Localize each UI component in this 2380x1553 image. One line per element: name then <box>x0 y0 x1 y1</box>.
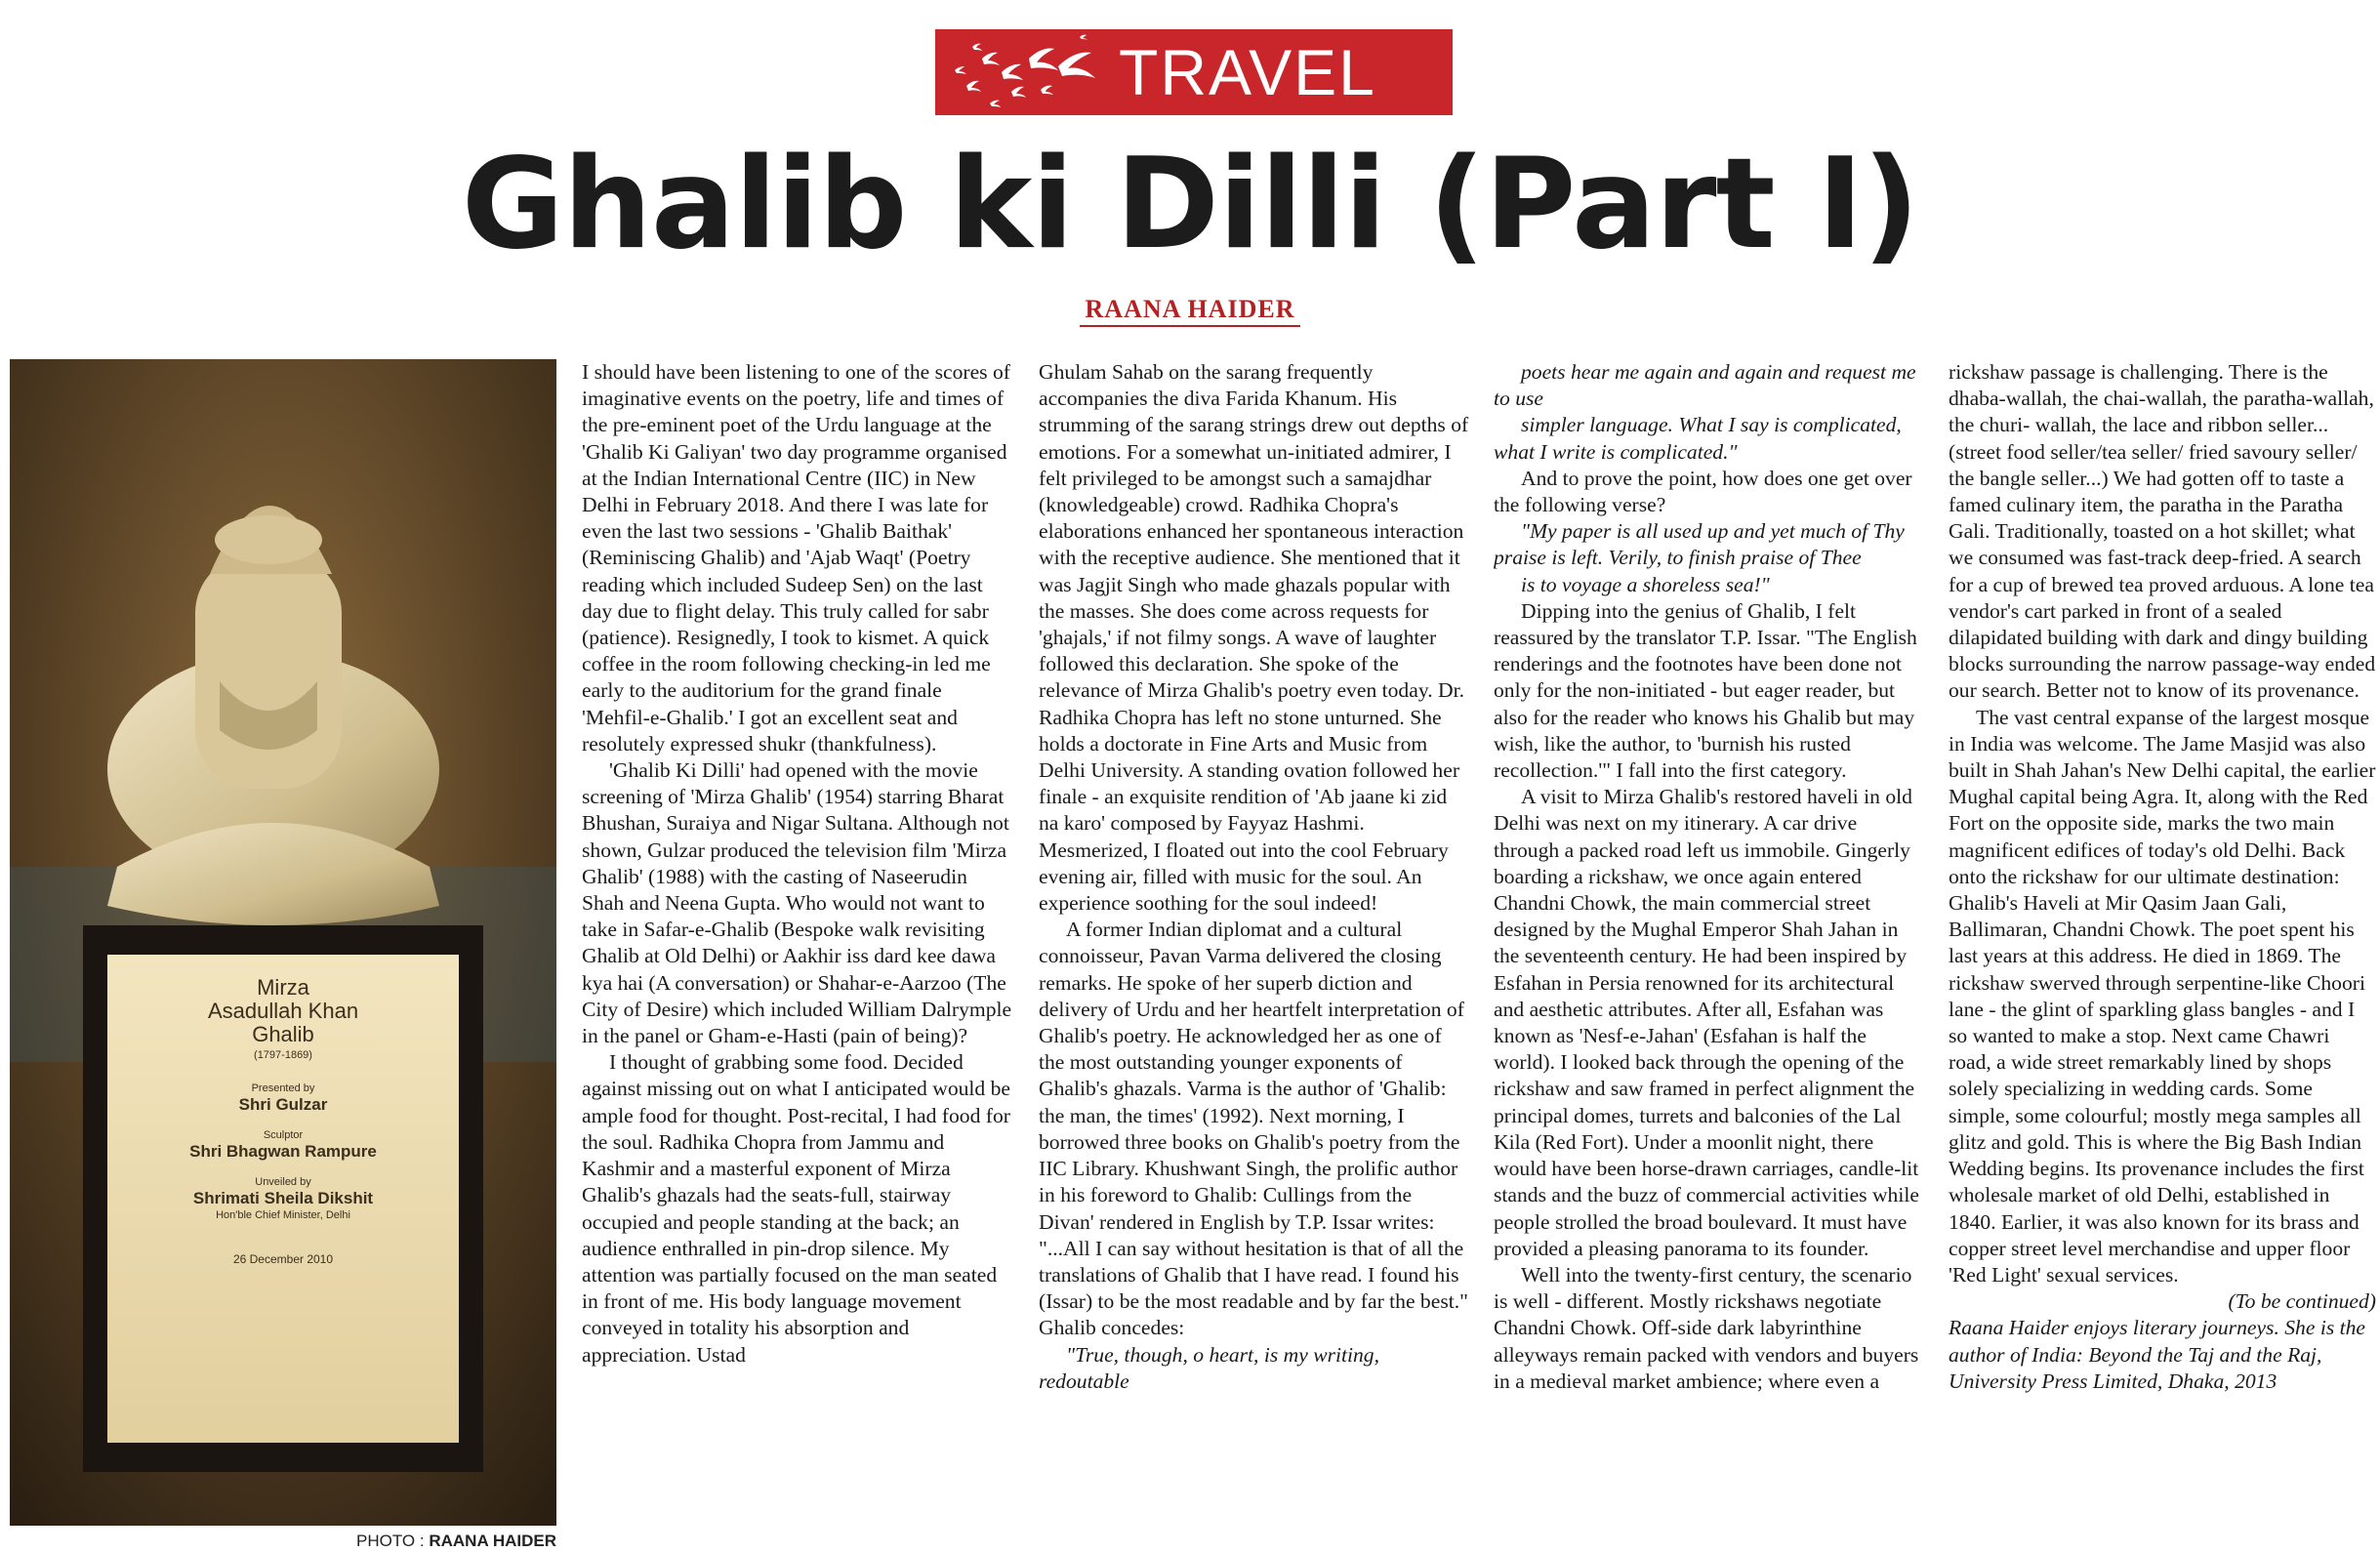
plaque-line: Sculptor <box>263 1129 304 1141</box>
plaque-line: Unveiled by <box>255 1176 311 1188</box>
plaque-line: Mirza <box>257 975 309 1000</box>
plaque-line: (1797-1869) <box>254 1049 312 1061</box>
paragraph: rickshaw passage is challenging. There is the dhaba-wallah, the chai-wallah, the paratha-wallah, the churi- wallah, the lace and ribbon seller... (street food seller/tea seller/ fried savoury seller/ the bangle seller...) We had gotten off to taste a famed culinary item, the paratha in the Paratha Gali. Traditionally, toasted on a hot skillet; what we consumed was fast-track deep-fried. A search for a cup of brewed tea proved arduous. A lone tea vendor's cart parked in front of a sealed dilapidated building with dark and dingy building blocks surrounding the narrow passage-way ended our search. Better not to know of its provenance. <box>1949 360 2376 703</box>
paragraph: A former Indian diplomat and a cultural connoisseur, Pavan Varma delivered the closing remarks. He spoke of her superb diction and delivery of Urdu and her heartfelt interpretation of Ghalib's poetry. He acknowledged her as one of the most outstanding younger exponents of Ghalib's ghazals. Varma is the author of 'Ghalib: the man, the times' (1992). Next morning, I borrowed three books on Ghalib's poetry from the IIC Library. Khushwant Singh, the prolific author in his foreword to Ghalib: Cullings from the Divan' rendered in English by T.P. Issar writes: "...All I can say without hesitation is that of all the translations of Ghalib that I have read. I found his (Issar) to be the most readable and by far the best." Ghalib concedes: <box>1039 918 1468 1340</box>
flying-birds-icon <box>943 29 1109 115</box>
plaque-line: Hon'ble Chief Minister, Delhi <box>216 1209 350 1221</box>
plaque-line: Shri Gulzar <box>238 1095 328 1114</box>
paragraph: Ghulam Sahab on the sarang frequently accompanies the diva Farida Khanum. His strumming of the sarang strings drew out depths of emotions. For a somewhat un-initiated admirer, I felt privileged to be amongst such a samajdhar (knowledgeable) crowd. Radhika Chopra's elaborations enhanced her spontaneous interaction with the receptive audience. She mentioned that it was Jagjit Singh who made ghazals popular with the masses. She does come across requests for 'ghajals,' if not filmy songs. A wave of laughter followed this declaration. She spoke of the relevance of Mirza Ghalib's poetry even today. Dr. Radhika Chopra has left no stone unturned. She holds a doctorate in Fine Arts and Music from Delhi University. A standing ovation followed her finale - an exquisite rendition of 'Ab jaane ki zid na karo' composed by Fayyaz Hashmi. Mesmerized, I floated out into the cool February evening air, filled with music for the soul. An experience soothing for the soul indeed! <box>1039 360 1469 916</box>
paragraph: Well into the twenty-first century, the scenario is well - different. Mostly rickshaws negotiate Chandni Chowk. Off-side dark labyrinthine alleyways remain packed with vendors and buyers in a medieval market ambience; where even a <box>1494 1262 1919 1393</box>
ghalib-bust-photo <box>10 359 556 1526</box>
paragraph: 'Ghalib Ki Dilli' had opened with the movie screening of 'Mirza Ghalib' (1954) starring Bharat Bhushan, Suraiya and Nigar Sultana. Although not shown, Gulzar produced the television film 'Mirza Ghalib' (1988) with the casting of Naseerudin Shah and Neena Gupta. Who would not want to take in Safar-e-Ghalib (Bespoke walk revisiting Ghalib at Old Delhi) or Aakhir iss dard kee dawa kya hai (A conversation) or Shahar-e-Aarzoo (The City of Desire) which included William Dalrymple in the panel or Gham-e-Hasti (pain of being)? <box>582 758 1012 1048</box>
author-bio: Raana Haider enjoys literary journeys. She is the author of India: Beyond the Taj and the Raj, University Press Limited, Dhaka, 2013 <box>1949 1316 2366 1393</box>
paragraph: I should have been listening to one of the scores of imaginative events on the poetry, life and times of the pre-eminent poet of the Urdu language at the 'Ghalib Ki Galiyan' two day programme organised at the Indian International Centre (IIC) in New Delhi in February 2018. And there I was late for even the last two sessions - 'Ghalib Baithak' (Reminiscing Ghalib) and 'Ajab Waqt' (Poetry reading which included Sudeep Sen) on the last day due to flight delay. This truly called for sabr (patience). Resignedly, I took to kismet. A quick coffee in the room following checking-in led me early to the auditorium for the grand finale 'Mehfil-e-Ghalib.' I got an excellent seat and resolutely expressed shukr (thankfulness). <box>582 360 1010 756</box>
plaque-line: Shrimati Sheila Dikshit <box>192 1189 374 1207</box>
verse-quote: "True, though, o heart, is my writing, redoutable <box>1039 1342 1379 1393</box>
article-column-2 <box>1039 359 1470 1545</box>
paragraph: I thought of grabbing some food. Decided against missing out on what I anticipated would be ample food for thought. Post-recital, I had food for the soul. Radhika Chopra from Jammu and Kashmir and a masterful exponent of Mirza Ghalib's ghazals had the seats-full, stairway occupied and people standing at the back; an audience enthralled in pin-drop silence. My attention was partially focused on the man seated in front of me. His body language movement conveyed in totality his absorption and appreciation. Ustad <box>582 1050 1010 1367</box>
continued-note: (To be continued) <box>2228 1289 2376 1314</box>
bust-plaque <box>107 976 459 1267</box>
verse-quote: simpler language. What I say is complicated, what I write is complicated." <box>1494 413 1902 464</box>
author-name: RAANA HAIDER <box>1080 295 1301 327</box>
verse-quote: is to voyage a shoreless sea!" <box>1521 572 1770 596</box>
plaque-line: Asadullah Khan <box>207 999 359 1023</box>
verse-quote: poets hear me again and again and request me to use <box>1494 360 1916 411</box>
plaque-line: Shri Bhagwan Rampure <box>189 1142 377 1161</box>
paragraph: Dipping into the genius of Ghalib, I felt reassured by the translator T.P. Issar. "The English renderings and the footnotes have been done not only for the non-initiated - but eager reader, but also for the reader who knows his Ghalib but may wish, like the author, to 'burnish his rusted recollection.'" I fall into the first category. <box>1494 598 1917 783</box>
photo-credit <box>293 1532 556 1551</box>
paragraph: The vast central expanse of the largest mosque in India was welcome. The Jame Masjid was also built in Shah Jahan's New Delhi capital, the earlier Mughal capital being Agra. It, along with the Red Fort on the opposite side, marks the two main magnificent edifices of today's old Delhi. Back onto the rickshaw for our ultimate destination: Ghalib's Haveli at Mir Qasim Jaan Gali, Ballimaran, Chandni Chowk. The poet spent his last years at this address. He died in 1869. The rickshaw swerved through serpentine-like Choori lane - the glint of sparkling glass bangles - and I so wanted to make a stop. Next came Chawri road, a wide street remarkably lined by shops solely specializing in wedding cards. Some simple, some colourful; mostly mega samples all glitz and gold. This is where the Big Bash Indian Wedding begins. Its provenance includes the first wholesale market of old Delhi, established in 1840. Earlier, it was also known for its brass and copper street level merchandise and upper floor 'Red Light' sexual services. <box>1949 705 2376 1287</box>
plaque-line: 26 December 2010 <box>232 1252 334 1266</box>
article-column-1 <box>582 359 1013 1545</box>
plaque-line: Ghalib <box>252 1022 314 1046</box>
paragraph: And to prove the point, how does one get over the following verse? <box>1494 466 1912 517</box>
byline <box>0 295 2380 324</box>
verse-quote: "My paper is all used up and yet much of Thy praise is left. Verily, to finish praise of Thee <box>1494 519 1905 570</box>
plaque-line: Presented by <box>251 1083 315 1094</box>
photo-credit-label: PHOTO : <box>356 1532 425 1550</box>
section-banner <box>935 29 1453 115</box>
article-column-4 <box>1949 359 2376 1545</box>
paragraph: A visit to Mirza Ghalib's restored haveli in old Delhi was next on my itinerary. A car drive through a packed road left us immobile. Gingerly boarding a rickshaw, we once again entered Chandni Chowk, the main commercial street designed by the Mughal Emperor Shah Jahan in the seventeenth century. He had been inspired by Esfahan in Persia renowned for its architectural and aesthetic attributes. After all, Esfahan was known as 'Nesf-e-Jahan' (Esfahan is half the world). I looked back through the opening of the rickshaw and saw framed in perfect alignment the principal domes, turrets and balconies of the Lal Kila (Red Fort). Under a moonlit night, there would have been horse-drawn carriages, candle-lit stands and the buzz of commercial activities while people strolled the broad boulevard. It must have provided a pleasing panorama to its founder. <box>1494 785 1919 1260</box>
photo-credit-name: RAANA HAIDER <box>429 1532 556 1550</box>
section-label: TRAVEL <box>1119 36 1376 108</box>
headline: Ghalib ki Dilli (Part I) <box>461 132 1919 277</box>
article-column-3 <box>1494 359 1925 1545</box>
